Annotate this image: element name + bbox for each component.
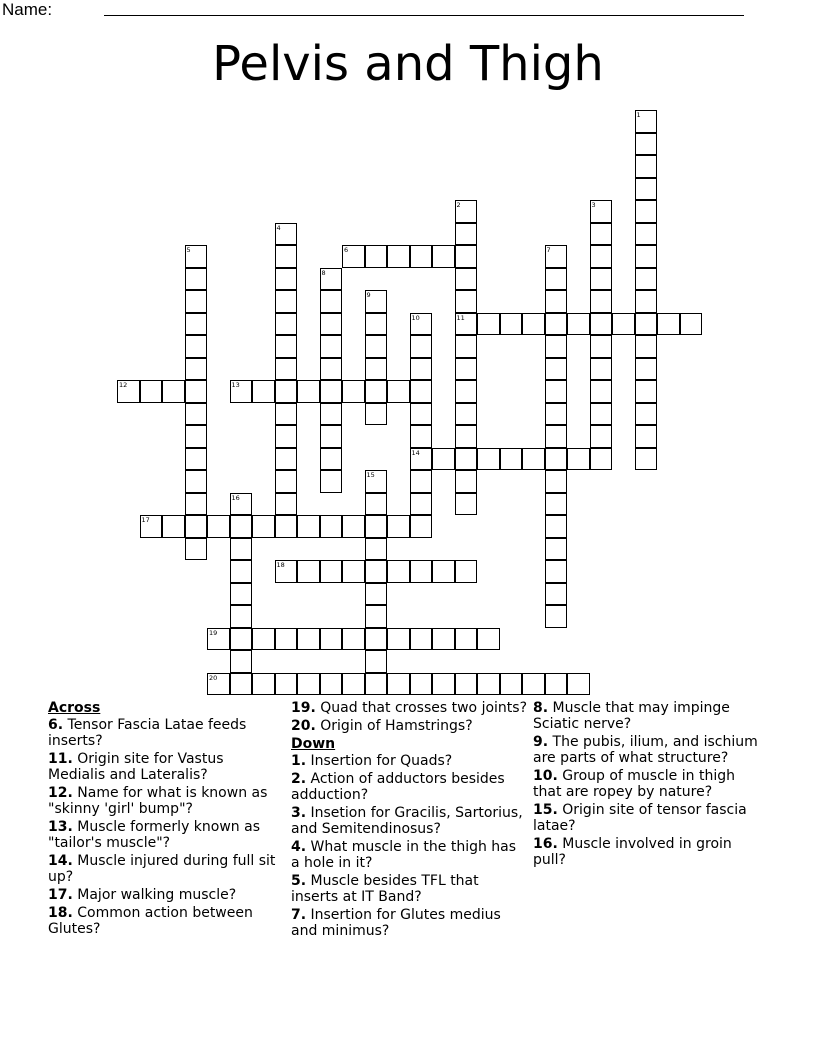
grid-cell[interactable] (140, 380, 163, 403)
grid-cell[interactable] (545, 380, 568, 403)
grid-cell[interactable] (275, 335, 298, 358)
cell-number: 13 (231, 381, 240, 389)
grid-cell[interactable] (455, 448, 478, 471)
grid-cell[interactable] (455, 493, 478, 516)
grid-cell[interactable] (185, 313, 208, 336)
grid-cell[interactable] (590, 335, 613, 358)
grid-cell[interactable] (320, 515, 343, 538)
clue-across-6: 6. Tensor Fascia Latae feeds inserts? (48, 717, 247, 750)
grid-cell[interactable] (455, 223, 478, 246)
clue-down-7: 7. Insertion for Glutes medius and minimus? (291, 906, 501, 939)
grid-cell[interactable] (230, 673, 253, 696)
grid-cell[interactable] (545, 515, 568, 538)
grid-cell[interactable] (455, 380, 478, 403)
grid-cell[interactable] (657, 313, 680, 336)
grid-cell[interactable] (365, 673, 388, 696)
grid-cell[interactable] (365, 493, 388, 516)
grid-cell[interactable] (635, 178, 658, 201)
grid-cell[interactable] (207, 673, 230, 696)
grid-cell[interactable] (522, 313, 545, 336)
grid-cell[interactable] (320, 560, 343, 583)
grid-cell[interactable] (342, 628, 365, 651)
grid-cell[interactable] (275, 290, 298, 313)
grid-cell[interactable] (230, 650, 253, 673)
grid-cell[interactable] (545, 583, 568, 606)
grid-cell[interactable] (410, 673, 433, 696)
grid-cell[interactable] (185, 425, 208, 448)
grid-cell[interactable] (365, 245, 388, 268)
grid-cell[interactable] (455, 470, 478, 493)
grid-cell[interactable] (545, 448, 568, 471)
clue-down-9: 9. The pubis, ilium, and ischium are parts of what structure? (533, 734, 758, 767)
grid-cell[interactable] (590, 313, 613, 336)
grid-cell[interactable] (545, 403, 568, 426)
grid-cell[interactable] (545, 245, 568, 268)
grid-cell[interactable] (455, 313, 478, 336)
grid-cell[interactable] (545, 268, 568, 291)
name-label: Name: (2, 0, 53, 19)
grid-cell[interactable] (500, 313, 523, 336)
grid-cell[interactable] (230, 515, 253, 538)
cell-number: 10 (411, 313, 420, 322)
grid-cell[interactable] (590, 290, 613, 313)
grid-cell[interactable] (410, 493, 433, 516)
grid-cell[interactable] (365, 583, 388, 606)
cell-number: 12 (119, 381, 128, 389)
grid-cell[interactable] (545, 493, 568, 516)
grid-cell[interactable] (185, 493, 208, 516)
grid-cell[interactable] (185, 380, 208, 403)
grid-cell[interactable] (252, 515, 275, 538)
grid-cell[interactable] (410, 358, 433, 381)
grid-cell[interactable] (410, 515, 433, 538)
grid-cell[interactable] (432, 448, 455, 471)
grid-cell[interactable] (365, 560, 388, 583)
grid-cell[interactable] (432, 628, 455, 651)
grid-cell[interactable] (230, 380, 253, 403)
grid-cell[interactable] (297, 673, 320, 696)
grid-cell[interactable] (365, 290, 388, 313)
grid-cell[interactable] (387, 515, 410, 538)
grid-cell[interactable] (455, 425, 478, 448)
grid-cell[interactable] (545, 425, 568, 448)
grid-cell[interactable] (567, 448, 590, 471)
cell-number: 8 (321, 268, 326, 277)
grid-cell[interactable] (410, 425, 433, 448)
grid-cell[interactable] (477, 313, 500, 336)
grid-cell[interactable] (545, 470, 568, 493)
down-heading: Down (291, 735, 336, 752)
grid-cell[interactable] (410, 335, 433, 358)
clue-down-10: 10. Group of muscle in thigh that are ropey by nature? (533, 768, 735, 801)
cell-number: 3 (591, 201, 596, 209)
grid-cell[interactable] (230, 583, 253, 606)
grid-cell[interactable] (387, 628, 410, 651)
clue-column-2 (291, 700, 527, 941)
grid-cell[interactable] (590, 403, 613, 426)
cell-number: 16 (231, 493, 240, 502)
cell-number: 20 (209, 673, 218, 682)
grid-cell[interactable] (275, 673, 298, 696)
grid-cell[interactable] (567, 673, 590, 696)
grid-cell[interactable] (275, 470, 298, 493)
grid-cell[interactable] (477, 628, 500, 651)
grid-cell[interactable] (635, 245, 658, 268)
grid-cell[interactable] (117, 380, 140, 403)
grid-cell[interactable] (387, 673, 410, 696)
grid-cell[interactable] (590, 380, 613, 403)
clue-across-13: 13. Muscle formerly known as "tailor's muscle"? (48, 819, 260, 852)
grid-cell[interactable] (185, 470, 208, 493)
grid-cell[interactable] (455, 628, 478, 651)
grid-cell[interactable] (185, 538, 208, 561)
grid-cell[interactable] (455, 673, 478, 696)
grid-cell[interactable] (320, 425, 343, 448)
grid-cell[interactable] (297, 628, 320, 651)
grid-cell[interactable] (320, 628, 343, 651)
grid-cell[interactable] (342, 380, 365, 403)
grid-cell[interactable] (635, 335, 658, 358)
grid-cell[interactable] (590, 358, 613, 381)
clue-down-2: 2. Action of adductors besides adduction? (291, 770, 505, 803)
clue-down-3: 3. Insetion for Gracilis, Sartorius, and Semitendinosus? (291, 804, 523, 837)
grid-cell[interactable] (635, 448, 658, 471)
grid-cell[interactable] (365, 403, 388, 426)
grid-cell[interactable] (185, 245, 208, 268)
cell-number: 2 (456, 201, 461, 209)
grid-cell[interactable] (275, 425, 298, 448)
grid-cell[interactable] (342, 560, 365, 583)
grid-cell[interactable] (387, 380, 410, 403)
grid-cell[interactable] (185, 448, 208, 471)
grid-cell[interactable] (252, 628, 275, 651)
grid-cell[interactable] (410, 628, 433, 651)
grid-cell[interactable] (455, 335, 478, 358)
cell-number: 19 (209, 628, 218, 637)
grid-cell[interactable] (410, 448, 433, 471)
grid-cell[interactable] (432, 245, 455, 268)
grid-cell[interactable] (275, 223, 298, 246)
grid-cell[interactable] (545, 673, 568, 696)
grid-cell[interactable] (410, 313, 433, 336)
grid-cell[interactable] (230, 493, 253, 516)
grid-cell[interactable] (185, 335, 208, 358)
grid-cell[interactable] (590, 425, 613, 448)
grid-cell[interactable] (230, 560, 253, 583)
cell-number: 4 (276, 223, 281, 232)
grid-cell[interactable] (297, 515, 320, 538)
clue-down-15: 15. Origin site of tensor fascia latae? (533, 802, 747, 835)
grid-cell[interactable] (185, 268, 208, 291)
grid-cell[interactable] (545, 560, 568, 583)
grid-cell[interactable] (455, 358, 478, 381)
grid-cell[interactable] (545, 313, 568, 336)
grid-cell[interactable] (297, 560, 320, 583)
grid-cell[interactable] (320, 358, 343, 381)
clue-down-4: 4. What muscle in the thigh has a hole in it? (291, 838, 517, 871)
clue-across-11: 11. Origin site for Vastus Medialis and Lateralis? (48, 751, 224, 784)
grid-cell[interactable] (410, 403, 433, 426)
grid-cell[interactable] (635, 380, 658, 403)
grid-cell[interactable] (297, 380, 320, 403)
grid-cell[interactable] (185, 403, 208, 426)
grid-cell[interactable] (545, 335, 568, 358)
grid-cell[interactable] (320, 313, 343, 336)
grid-cell[interactable] (455, 245, 478, 268)
grid-cell[interactable] (590, 200, 613, 223)
grid-cell[interactable] (612, 313, 635, 336)
grid-cell[interactable] (365, 515, 388, 538)
grid-cell[interactable] (320, 290, 343, 313)
grid-cell[interactable] (680, 313, 703, 336)
grid-cell[interactable] (320, 673, 343, 696)
grid-cell[interactable] (567, 313, 590, 336)
grid-cell[interactable] (230, 628, 253, 651)
clue-across-19: 19. Quad that crosses two joints? (291, 700, 527, 716)
grid-cell[interactable] (590, 268, 613, 291)
grid-cell[interactable] (365, 650, 388, 673)
grid-cell[interactable] (635, 358, 658, 381)
clue-column-3 (533, 700, 765, 870)
cell-number: 17 (141, 516, 150, 524)
cell-number: 15 (366, 471, 375, 479)
grid-cell[interactable] (252, 380, 275, 403)
grid-cell[interactable] (455, 268, 478, 291)
grid-cell[interactable] (545, 290, 568, 313)
grid-cell[interactable] (275, 380, 298, 403)
grid-cell[interactable] (275, 560, 298, 583)
grid-cell[interactable] (320, 403, 343, 426)
grid-cell[interactable] (635, 313, 658, 336)
grid-cell[interactable] (410, 560, 433, 583)
grid-cell[interactable] (635, 200, 658, 223)
cell-number: 1 (636, 111, 641, 119)
grid-cell[interactable] (275, 628, 298, 651)
clue-down-16: 16. Muscle involved in groin pull? (533, 836, 732, 869)
clue-column-1 (48, 700, 284, 939)
grid-cell[interactable] (275, 313, 298, 336)
grid-cell[interactable] (207, 628, 230, 651)
grid-cell[interactable] (590, 448, 613, 471)
grid-cell[interactable] (635, 425, 658, 448)
grid-cell[interactable] (635, 133, 658, 156)
grid-cell[interactable] (162, 515, 185, 538)
clue-down-5: 5. Muscle besides TFL that inserts at IT Band? (291, 872, 479, 905)
grid-cell[interactable] (387, 245, 410, 268)
grid-cell[interactable] (252, 673, 275, 696)
grid-cell[interactable] (365, 380, 388, 403)
grid-cell[interactable] (162, 380, 185, 403)
grid-cell[interactable] (590, 245, 613, 268)
grid-cell[interactable] (140, 515, 163, 538)
grid-cell[interactable] (320, 335, 343, 358)
cell-number: 6 (344, 246, 349, 254)
grid-cell[interactable] (275, 493, 298, 516)
grid-cell[interactable] (545, 538, 568, 561)
grid-cell[interactable] (522, 673, 545, 696)
grid-cell[interactable] (365, 470, 388, 493)
grid-cell[interactable] (275, 403, 298, 426)
grid-cell[interactable] (365, 628, 388, 651)
grid-cell[interactable] (635, 155, 658, 178)
grid-cell[interactable] (500, 673, 523, 696)
grid-cell[interactable] (455, 403, 478, 426)
grid-cell[interactable] (635, 268, 658, 291)
grid-cell[interactable] (432, 560, 455, 583)
cell-number: 11 (456, 313, 465, 322)
grid-cell[interactable] (185, 515, 208, 538)
grid-cell[interactable] (455, 290, 478, 313)
grid-cell[interactable] (275, 268, 298, 291)
grid-cell[interactable] (365, 358, 388, 381)
grid-cell[interactable] (342, 245, 365, 268)
grid-cell[interactable] (545, 605, 568, 628)
clue-across-20: 20. Origin of Hamstrings? (291, 717, 473, 734)
clue-across-14: 14. Muscle injured during full sit up? (48, 853, 276, 886)
clue-across-17: 17. Major walking muscle? (48, 887, 237, 904)
grid-cell[interactable] (410, 380, 433, 403)
grid-cell[interactable] (590, 223, 613, 246)
cell-number: 14 (411, 448, 420, 457)
grid-cell[interactable] (275, 245, 298, 268)
grid-cell[interactable] (185, 358, 208, 381)
cell-number: 18 (276, 561, 285, 569)
clue-across-18: 18. Common action between Glutes? (48, 905, 253, 938)
across-heading: Across (48, 700, 101, 716)
grid-cell[interactable] (365, 335, 388, 358)
grid-cell[interactable] (275, 448, 298, 471)
grid-cell[interactable] (230, 538, 253, 561)
cell-number: 7 (546, 246, 551, 254)
grid-cell[interactable] (522, 448, 545, 471)
grid-cell[interactable] (275, 515, 298, 538)
cell-number: 9 (366, 291, 371, 299)
clue-across-12: 12. Name for what is known as "skinny 'girl' bump"? (48, 785, 268, 818)
cell-number: 5 (186, 246, 191, 254)
grid-cell[interactable] (635, 403, 658, 426)
clue-down-1: 1. Insertion for Quads? (291, 752, 453, 769)
grid-cell[interactable] (432, 673, 455, 696)
grid-cell[interactable] (320, 470, 343, 493)
grid-cell[interactable] (365, 538, 388, 561)
grid-cell[interactable] (387, 560, 410, 583)
grid-cell[interactable] (207, 515, 230, 538)
grid-cell[interactable] (635, 223, 658, 246)
grid-cell[interactable] (500, 448, 523, 471)
grid-cell[interactable] (455, 560, 478, 583)
grid-cell[interactable] (365, 313, 388, 336)
grid-cell[interactable] (410, 470, 433, 493)
grid-cell[interactable] (185, 290, 208, 313)
grid-cell[interactable] (455, 200, 478, 223)
page-title: Pelvis and Thigh (212, 36, 604, 92)
grid-cell[interactable] (230, 605, 253, 628)
grid-cell[interactable] (477, 673, 500, 696)
grid-cell[interactable] (320, 268, 343, 291)
grid-cell[interactable] (320, 380, 343, 403)
grid-cell[interactable] (635, 290, 658, 313)
grid-cell[interactable] (275, 358, 298, 381)
grid-cell[interactable] (410, 245, 433, 268)
clue-down-8: 8. Muscle that may impinge Sciatic nerve? (533, 700, 730, 733)
grid-cell[interactable] (477, 448, 500, 471)
grid-cell[interactable] (365, 605, 388, 628)
grid-cell[interactable] (545, 358, 568, 381)
grid-cell[interactable] (342, 673, 365, 696)
grid-cell[interactable] (635, 110, 658, 133)
grid-cell[interactable] (320, 448, 343, 471)
grid-cell[interactable] (342, 515, 365, 538)
